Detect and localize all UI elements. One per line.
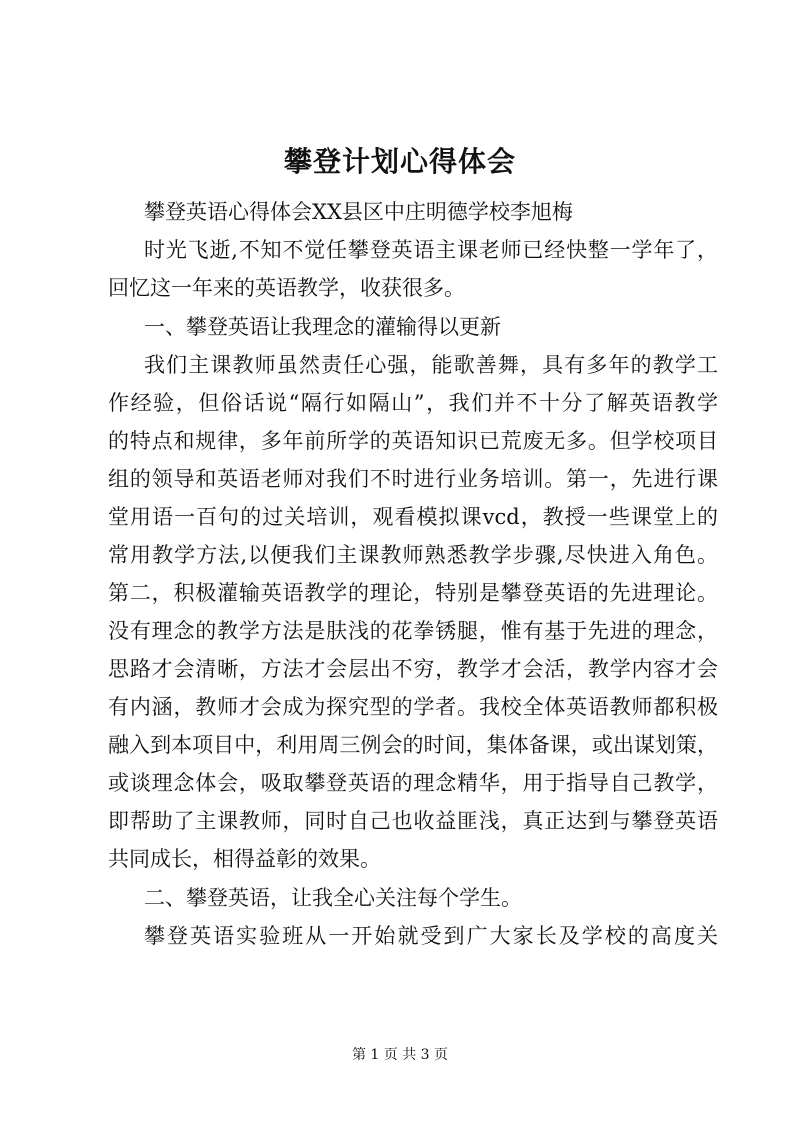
document-title: 攀登计划心得体会	[283, 145, 516, 178]
line-paragraph-2-13: 即帮助了主课教师，同时自己也收益匪浅，真正达到与攀登英语	[108, 809, 718, 833]
line-paragraph-2-1: 我们主课教师虽然责任心强，能歌善舞，具有多年的教学工	[144, 353, 718, 377]
line-paragraph-1-end: 回忆这一年来的英语教学，收获很多。	[108, 276, 465, 300]
line-paragraph-2-7: 第二，积极灌输英语教学的理论，特别是攀登英语的先进理论。	[108, 581, 718, 605]
line-paragraph-3-1: 攀登英语实验班从一开始就受到广大家长及学校的高度关	[144, 924, 718, 948]
line-paragraph-2-3: 的特点和规律，多年前所学的英语知识已荒废无多。但学校项目	[108, 429, 718, 453]
line-paragraph-2-9: 思路才会清晰，方法才会层出不穷，教学才会活，教学内容才会	[108, 657, 718, 681]
line-subtitle: 攀登英语心得体会XX县区中庄明德学校李旭梅	[144, 200, 573, 224]
line-paragraph-2-10: 有内涵，教师才会成为探究型的学者。我校全体英语教师都积极	[108, 695, 718, 719]
line-paragraph-2-5: 堂用语一百句的过关培训，观看模拟课vcd，教授一些课堂上的	[108, 505, 718, 529]
line-paragraph-2-11: 融入到本项目中，利用周三例会的时间，集体备课，或出谋划策，	[108, 733, 718, 757]
line-heading-2: 二、攀登英语，让我全心关注每个学生。	[144, 886, 522, 910]
line-paragraph-2-2: 作经验，但俗话说“隔行如隔山”，我们并不十分了解英语教学	[108, 391, 718, 415]
line-paragraph-2-12: 或谈理念体会，吸取攀登英语的理念精华，用于指导自己教学，	[108, 771, 718, 795]
line-paragraph-2-8: 没有理念的教学方法是肤浅的花拳锈腿，惟有基于先进的理念，	[108, 619, 718, 643]
line-paragraph-2-14: 共同成长，相得益彰的效果。	[108, 847, 381, 871]
page-number-footer: 第 1 页 共 3 页	[351, 1047, 449, 1063]
line-paragraph-2-6: 常用教学方法,以便我们主课教师熟悉教学步骤,尽快进入角色。	[108, 543, 718, 567]
line-heading-1: 一、攀登英语让我理念的灌输得以更新	[144, 315, 501, 339]
line-paragraph-2-4: 组的领导和英语老师对我们不时进行业务培训。第一，先进行课	[108, 467, 718, 491]
line-paragraph-1-start: 时光飞逝,不知不觉任攀登英语主课老师已经快整一学年了，	[144, 238, 718, 262]
